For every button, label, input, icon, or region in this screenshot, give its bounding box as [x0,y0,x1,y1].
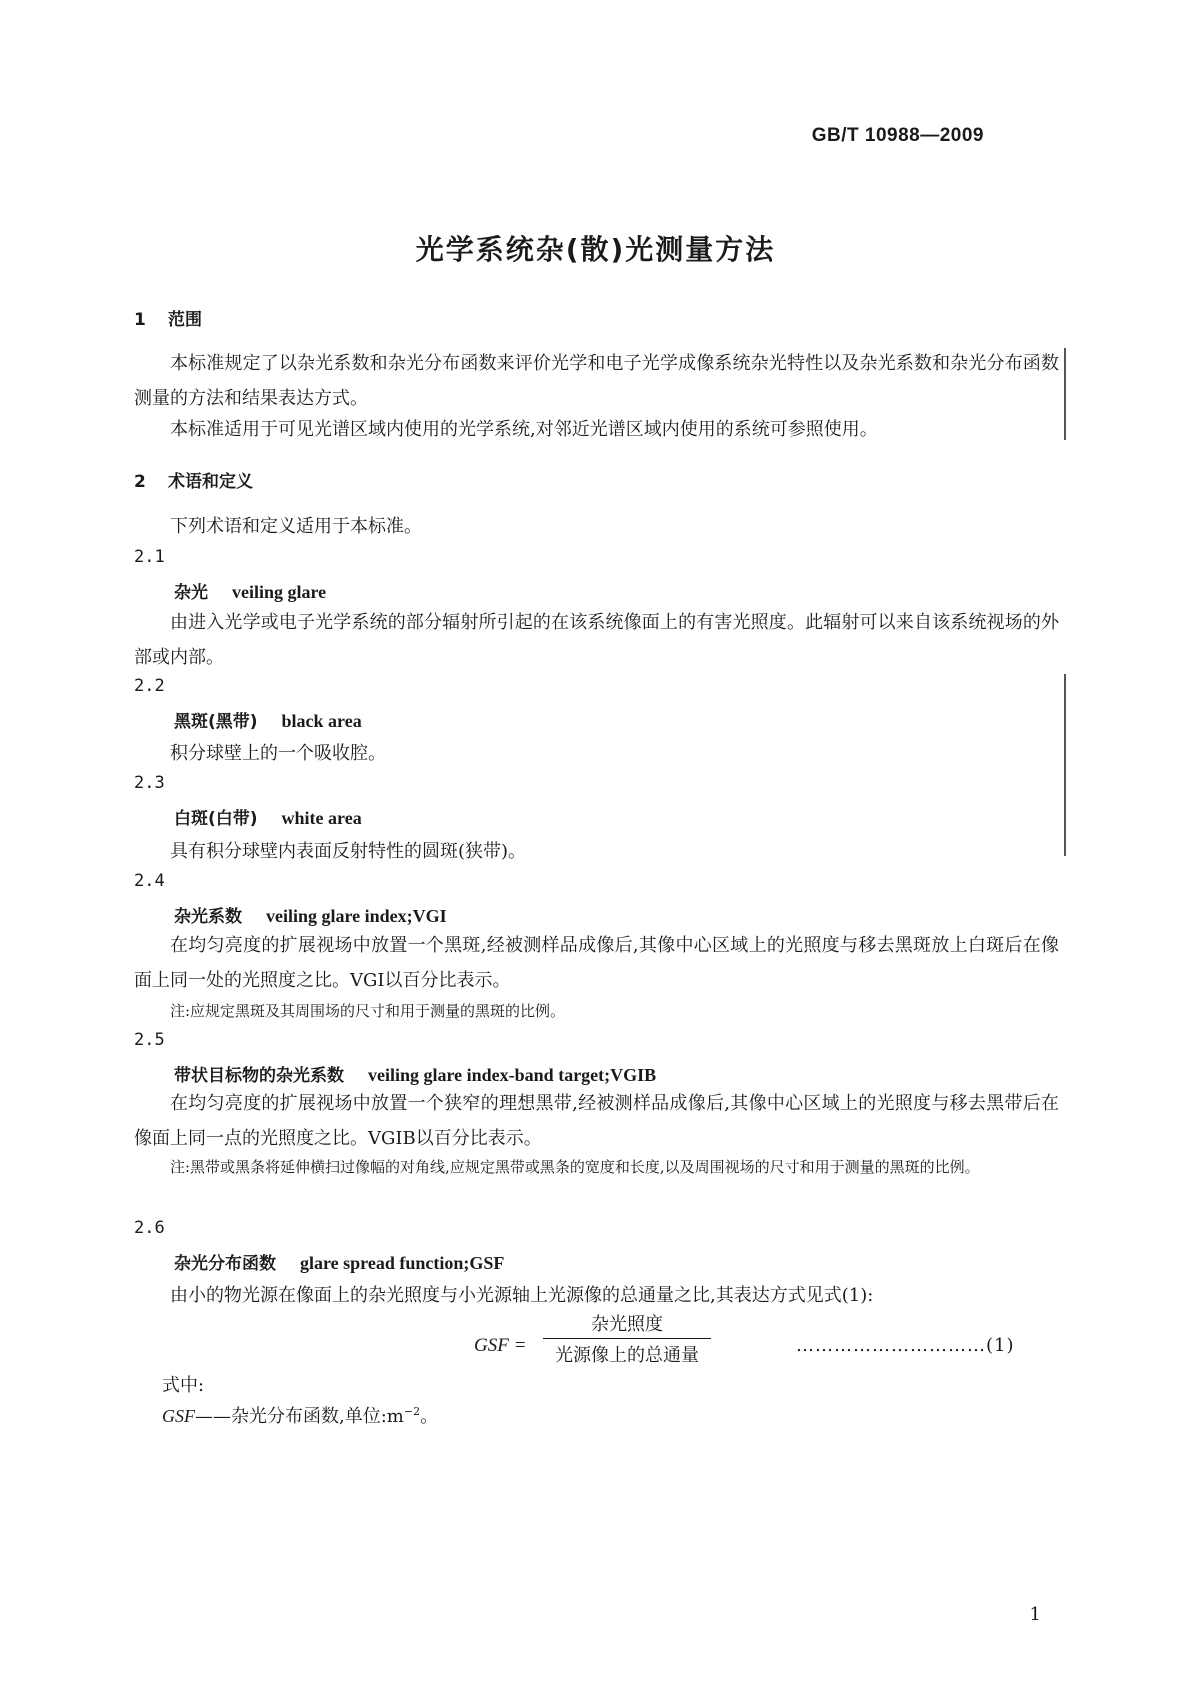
term-heading [174,578,326,603]
term-definition: 由小的物光源在像面上的杂光照度与小光源轴上光源像的总通量之比,其表达方式见式(1): [170,1285,874,1306]
revision-bar [1064,674,1066,856]
term-heading [174,804,362,829]
section-1-heading [134,305,202,330]
term-note: 注:黑带或黑条将延伸横扫过像幅的对角线,应规定黑带或黑条的宽度和长度,以及周围视场的尺寸和用于测量的黑斑的比例。 [170,1158,980,1176]
document-title: 光学系统杂(散)光测量方法 [415,233,776,266]
terms-intro: 下列术语和定义适用于本标准。 [170,516,422,537]
where-text: ——杂光分布函数,单位:m [195,1406,404,1427]
term-heading [174,902,447,927]
term-zh: 白斑(白带) [174,809,258,829]
where-label: 式中: [162,1375,205,1396]
revision-bar [1064,348,1066,440]
section-2-heading [134,467,253,492]
scope-paragraph-2: 本标准适用于可见光谱区域内使用的光学系统,对邻近光谱区域内使用的系统可参照使用。 [170,419,878,440]
term-en: veiling glare index-band target;VGIB [368,1065,657,1085]
section-number: 1 [134,310,146,330]
where-exponent: −2 [403,1405,421,1418]
term-definition: 在均匀亮度的扩展视场中放置一个黑斑,经被测样品成像后,其像中心区域上的光照度与移去黑斑放上白斑后在像面上同一处的光照度之比。VGI以百分比表示。 [134,935,1059,991]
term-number: 2.4 [134,871,165,891]
equation-numerator: 杂光照度 [591,1314,663,1335]
section-title: 范围 [168,310,202,330]
term-zh: 杂光分布函数 [174,1254,276,1274]
term-heading [174,1061,656,1086]
term-zh: 黑斑(黑带) [174,712,258,732]
equation-fraction [541,1310,713,1367]
term-en: black area [281,711,362,731]
term-heading [174,1249,504,1274]
term-heading [174,707,362,732]
term-definition: 积分球壁上的一个吸收腔。 [170,743,386,764]
term-definition: 由进入光学或电子光学系统的部分辐射所引起的在该系统像面上的有害光照度。此辐射可以来自该系统视场的外部或内部。 [134,612,1059,668]
term-en: glare spread function;GSF [300,1253,505,1273]
term-number: 2.1 [134,547,165,567]
section-number: 2 [134,472,146,492]
standard-number: GB/T 10988—2009 [811,125,984,146]
section-title: 术语和定义 [168,472,253,492]
term-zh: 带状目标物的杂光系数 [174,1066,344,1086]
where-symbol: GSF [162,1406,195,1426]
term-zh: 杂光 [174,583,208,603]
equation-label: …………………………(1) [796,1335,1015,1356]
term-definition: 在均匀亮度的扩展视场中放置一个狭窄的理想黑带,经被测样品成像后,其像中心区域上的光照度与移去黑带后在像面上同一点的光照度之比。VGIB以百分比表示。 [134,1093,1059,1149]
term-en: white area [281,808,362,828]
scope-paragraph-1: 本标准规定了以杂光系数和杂光分布函数来评价光学和电子光学成像系统杂光特性以及杂光系数和杂光分布函数测量的方法和结果表达方式。 [134,353,1059,409]
where-definition [162,1402,438,1428]
page-number: 1 [1029,1604,1041,1625]
equation-lhs: GSF = [474,1335,527,1356]
term-zh: 杂光系数 [174,907,242,927]
term-number: 2.2 [134,676,165,696]
term-note: 注:应规定黑斑及其周围场的尺寸和用于测量的黑斑的比例。 [170,1002,566,1020]
where-end: 。 [420,1406,439,1427]
term-definition: 具有积分球壁内表面反射特性的圆斑(狭带)。 [170,841,527,862]
term-number: 2.5 [134,1030,165,1050]
term-number: 2.3 [134,773,165,793]
equation-denominator: 光源像上的总通量 [555,1345,699,1366]
term-en: veiling glare index;VGI [266,906,447,926]
term-number: 2.6 [134,1218,165,1238]
term-en: veiling glare [232,582,327,602]
